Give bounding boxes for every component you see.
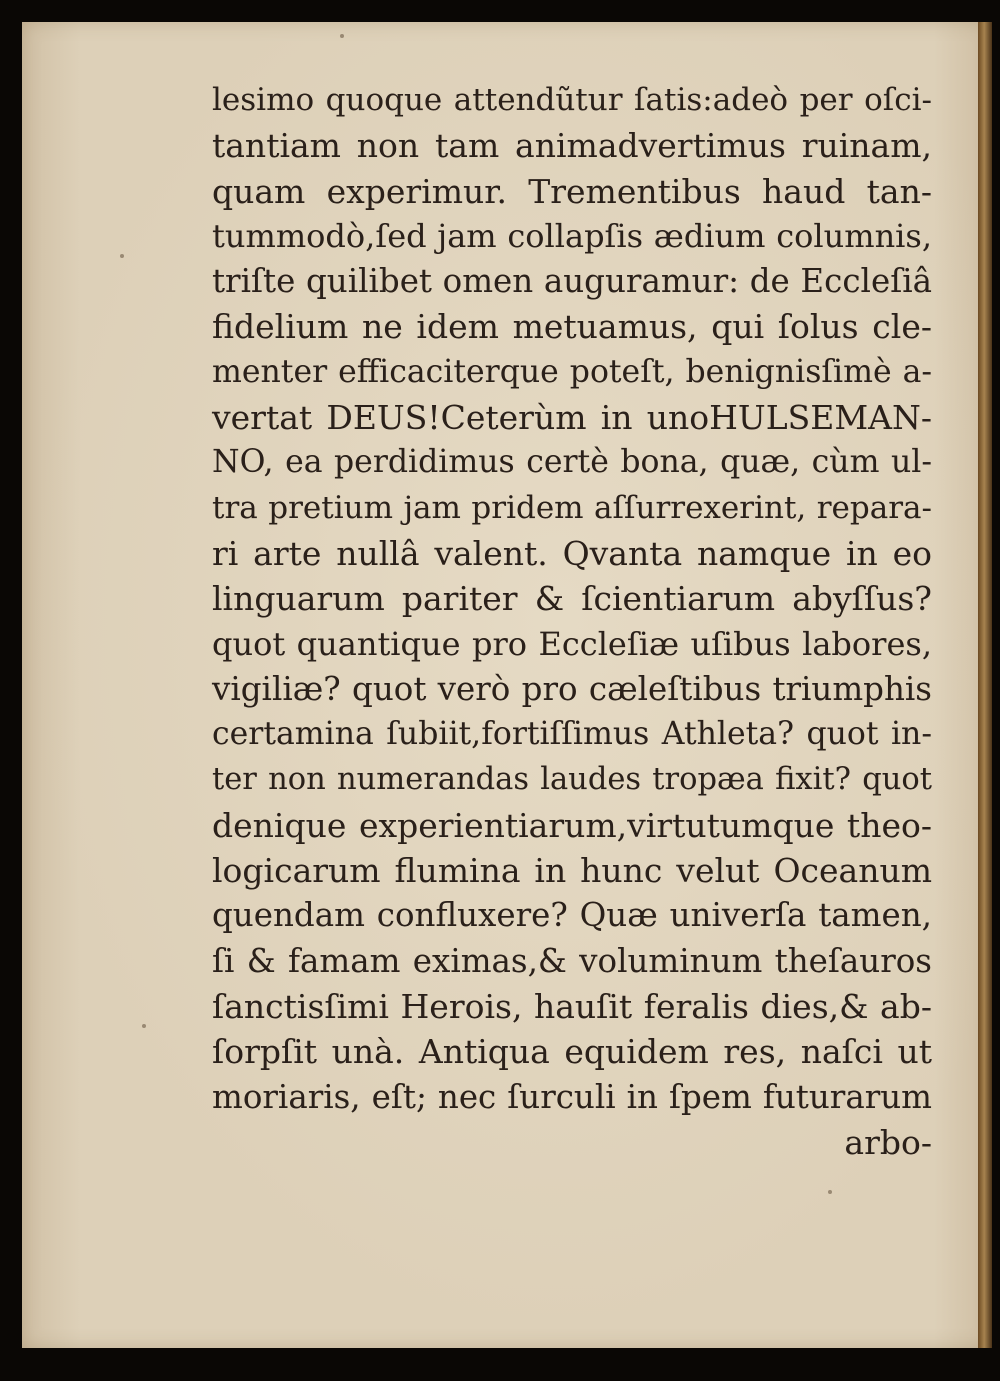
text-line: lesimo quoque attendũtur ſatis:adeò per oſci- bbox=[212, 82, 932, 118]
text-line: menter efficaciterque poteſt, benignisſimè a- bbox=[212, 353, 932, 390]
text-line: tummodò,ſed jam collapſis ædium columnis, bbox=[212, 216, 932, 255]
text-line: ſanctisſimi Herois, hauſit feralis dies,& ab- bbox=[212, 986, 932, 1026]
text-line: quot quantique pro Eccleſiæ uſibus labores, bbox=[212, 624, 932, 663]
text-line: logicarum flumina in hunc velut Oceanum bbox=[212, 851, 932, 891]
text-line: ter non numerandas laudes tropæa fixit? quot bbox=[212, 762, 932, 798]
text-line: quam experimur. Trementibus haud tan- bbox=[212, 171, 932, 211]
text-line: ſorpſit unà. Antiqua equidem res, naſci ut bbox=[212, 1032, 932, 1072]
text-line: moriaris, eſt; nec ſurculi in ſpem futurarum bbox=[212, 1077, 932, 1116]
paper-speck bbox=[120, 254, 124, 258]
text-line: ri arte nullâ valent. Qvanta namque in eo bbox=[212, 533, 932, 573]
paper-speck bbox=[828, 1190, 832, 1194]
catchword: arbo- bbox=[844, 1122, 932, 1162]
paper-speck bbox=[340, 34, 344, 38]
text-line: quendam confluxere? Quæ univerſa tamen, bbox=[212, 896, 932, 935]
text-line: ſi & famam eximas,& voluminum theſauros bbox=[212, 941, 932, 980]
text-line: tantiam non tam animadvertimus ruinam, bbox=[212, 126, 932, 166]
text-line: vigiliæ? quot verò pro cæleſtibus triumphis bbox=[212, 669, 932, 708]
text-line: denique experientiarum,virtutumque theo- bbox=[212, 805, 932, 845]
text-line: triſte quilibet omen auguramur: de Eccleſiâ bbox=[212, 262, 932, 301]
text-line: fidelium ne idem metuamus, qui ſolus cle- bbox=[212, 307, 932, 347]
text-line: NO, ea perdidimus certè bona, quæ, cùm ul- bbox=[212, 444, 932, 481]
page-edge bbox=[978, 22, 992, 1348]
text-line: tra pretium jam pridem aſſurrexerint, repara- bbox=[212, 489, 932, 526]
text-line: certamina ſubiit,fortiſſimus Athleta? quot in- bbox=[212, 716, 932, 753]
paper-speck bbox=[142, 1024, 146, 1028]
text-line: vertat DEUS!Ceterùm in unoHULSEMAN- bbox=[212, 398, 932, 438]
text-line: linguarum pariter & ſcientiarum abyſſus? bbox=[212, 579, 932, 619]
body-text bbox=[212, 78, 932, 1165]
